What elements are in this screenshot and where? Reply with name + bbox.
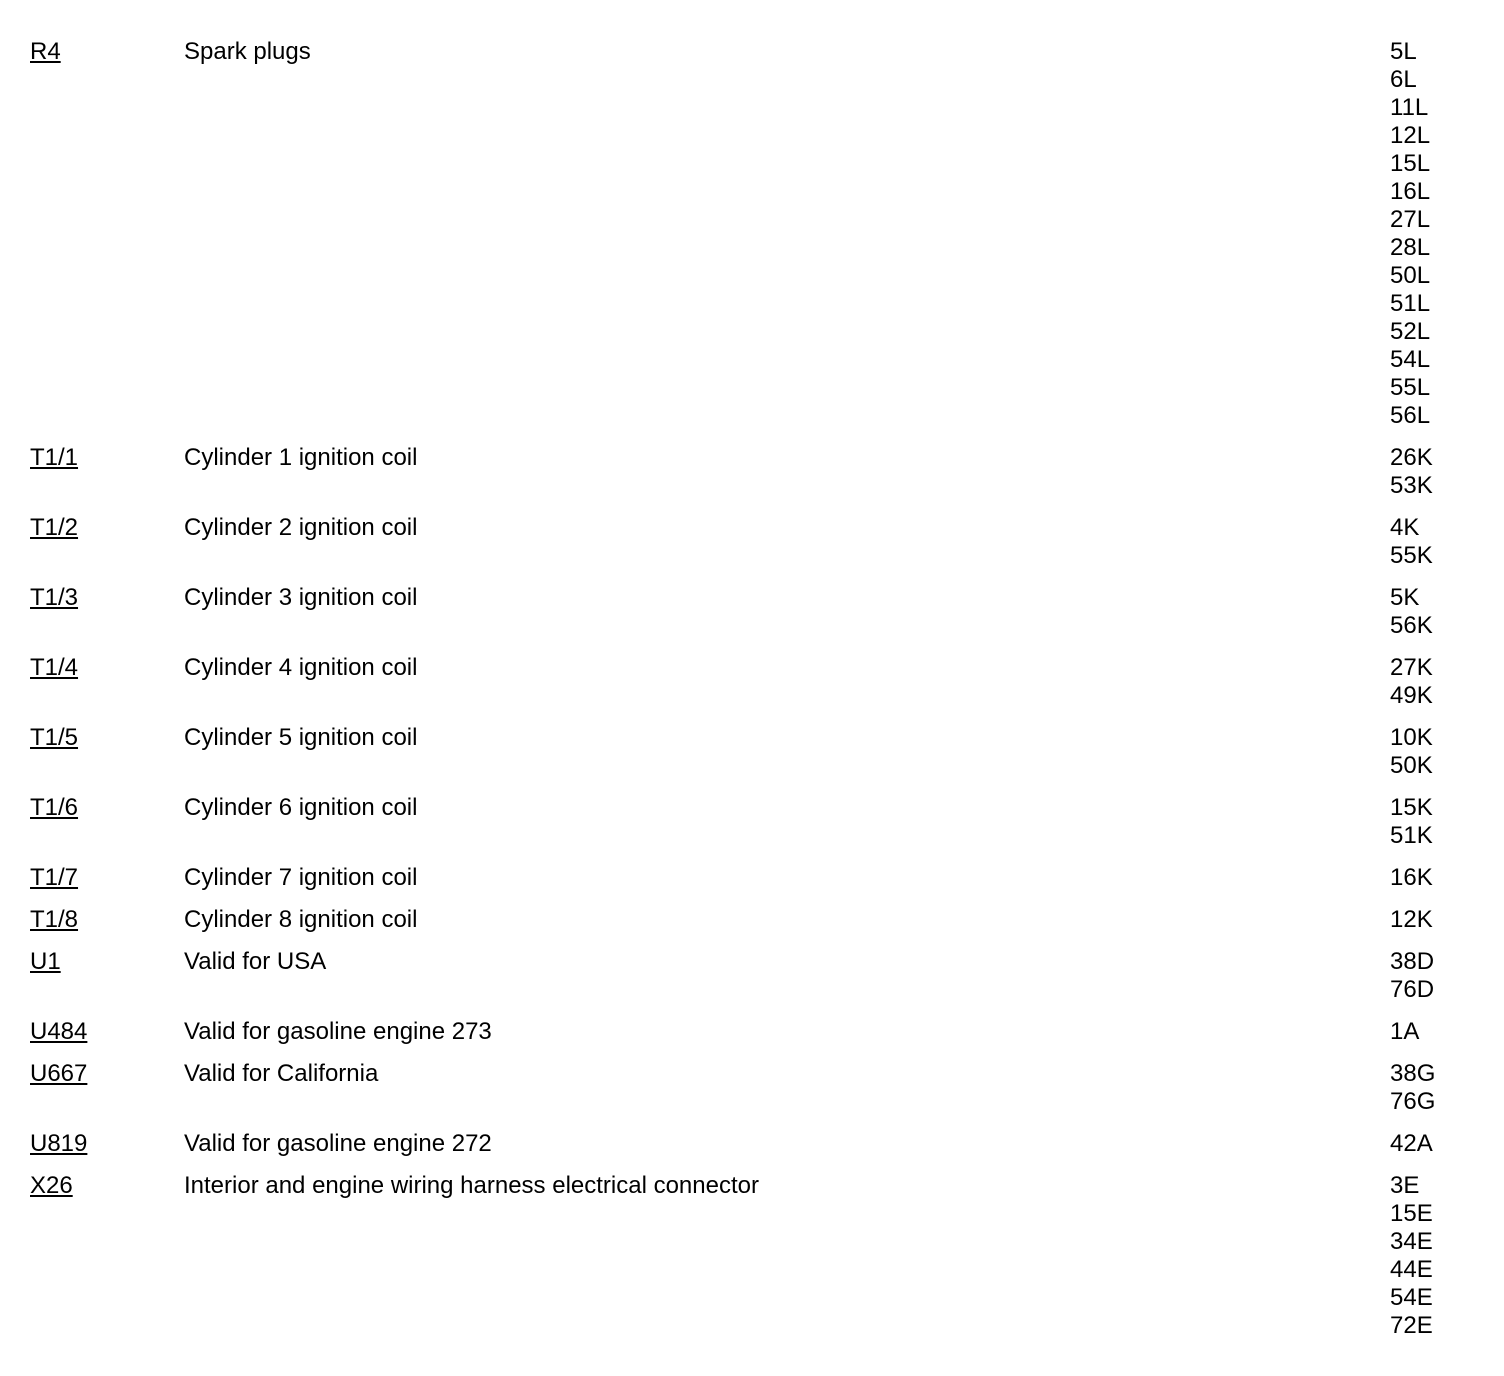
legend-row <box>30 654 1470 710</box>
grid-coordinates <box>1390 514 1470 570</box>
grid-coordinates <box>1390 1172 1470 1340</box>
component-code-link[interactable]: U1 <box>30 948 61 975</box>
component-legend <box>30 38 1470 1354</box>
grid-coordinate: 51K <box>1390 822 1433 849</box>
component-code-link[interactable]: T1/7 <box>30 864 79 891</box>
grid-coordinate: 3E <box>1390 1172 1420 1199</box>
legend-row <box>30 1172 1470 1340</box>
component-description: Valid for gasoline engine 273 <box>184 1018 492 1045</box>
grid-coordinate: 76G <box>1390 1088 1436 1115</box>
grid-coordinate: 5L <box>1390 38 1417 65</box>
component-code-link[interactable]: T1/3 <box>30 584 79 611</box>
legend-row <box>30 724 1470 780</box>
legend-row <box>30 864 1470 892</box>
grid-coordinate: 54E <box>1390 1284 1433 1311</box>
grid-coordinate: 54L <box>1390 346 1431 373</box>
component-code-link[interactable]: U484 <box>30 1018 88 1045</box>
grid-coordinates <box>1390 1130 1470 1158</box>
grid-coordinate: 15K <box>1390 794 1433 821</box>
grid-coordinates <box>1390 906 1470 934</box>
legend-row <box>30 948 1470 1004</box>
component-code-link[interactable]: U819 <box>30 1130 88 1157</box>
component-description: Valid for California <box>184 1060 379 1087</box>
grid-coordinate: 15E <box>1390 1200 1433 1227</box>
grid-coordinate: 26K <box>1390 444 1433 471</box>
component-description: Cylinder 1 ignition coil <box>184 444 418 471</box>
grid-coordinate: 1A <box>1390 1018 1420 1045</box>
component-description: Cylinder 2 ignition coil <box>184 514 418 541</box>
component-description: Valid for USA <box>184 948 327 975</box>
grid-coordinate: 15L <box>1390 150 1431 177</box>
grid-coordinate: 76D <box>1390 976 1435 1003</box>
component-description: Cylinder 7 ignition coil <box>184 864 418 891</box>
component-code-link[interactable]: T1/6 <box>30 794 79 821</box>
grid-coordinate: 6L <box>1390 66 1417 93</box>
grid-coordinate: 38D <box>1390 948 1435 975</box>
grid-coordinate: 56L <box>1390 402 1431 429</box>
grid-coordinate: 55L <box>1390 374 1431 401</box>
grid-coordinate: 4K <box>1390 514 1420 541</box>
grid-coordinates <box>1390 1060 1470 1116</box>
grid-coordinate: 12K <box>1390 906 1433 933</box>
grid-coordinates <box>1390 724 1470 780</box>
grid-coordinate: 49K <box>1390 682 1433 709</box>
component-code-link[interactable]: T1/4 <box>30 654 79 681</box>
legend-row <box>30 1018 1470 1046</box>
grid-coordinates <box>1390 948 1470 1004</box>
grid-coordinate: 72E <box>1390 1312 1433 1339</box>
grid-coordinates <box>1390 654 1470 710</box>
component-code-link[interactable]: U667 <box>30 1060 88 1087</box>
grid-coordinate: 55K <box>1390 542 1433 569</box>
component-description: Cylinder 8 ignition coil <box>184 906 418 933</box>
legend-row <box>30 794 1470 850</box>
legend-row <box>30 444 1470 500</box>
grid-coordinate: 51L <box>1390 290 1431 317</box>
component-description: Cylinder 3 ignition coil <box>184 584 418 611</box>
grid-coordinate: 16K <box>1390 864 1433 891</box>
component-code-link[interactable]: T1/8 <box>30 906 79 933</box>
component-description: Cylinder 4 ignition coil <box>184 654 418 681</box>
component-description: Cylinder 6 ignition coil <box>184 794 418 821</box>
grid-coordinate: 52L <box>1390 318 1431 345</box>
legend-row <box>30 906 1470 934</box>
grid-coordinate: 56K <box>1390 612 1433 639</box>
grid-coordinates <box>1390 444 1470 500</box>
component-code-link[interactable]: T1/5 <box>30 724 79 751</box>
legend-row <box>30 514 1470 570</box>
grid-coordinate: 27L <box>1390 206 1431 233</box>
component-description: Cylinder 5 ignition coil <box>184 724 418 751</box>
grid-coordinate: 50L <box>1390 262 1431 289</box>
grid-coordinate: 5K <box>1390 584 1420 611</box>
grid-coordinates <box>1390 584 1470 640</box>
grid-coordinate: 11L <box>1390 94 1429 121</box>
grid-coordinate: 50K <box>1390 752 1433 779</box>
grid-coordinate: 28L <box>1390 234 1431 261</box>
component-code-link[interactable]: R4 <box>30 38 61 65</box>
component-description: Interior and engine wiring harness electrical connector <box>184 1172 759 1199</box>
grid-coordinate: 53K <box>1390 472 1433 499</box>
component-code-link[interactable]: T1/2 <box>30 514 79 541</box>
grid-coordinate: 34E <box>1390 1228 1433 1255</box>
grid-coordinate: 38G <box>1390 1060 1436 1087</box>
grid-coordinate: 16L <box>1390 178 1431 205</box>
component-code-link[interactable]: X26 <box>30 1172 73 1199</box>
legend-row <box>30 38 1470 430</box>
grid-coordinates <box>1390 864 1470 892</box>
grid-coordinate: 42A <box>1390 1130 1433 1157</box>
grid-coordinate: 10K <box>1390 724 1433 751</box>
grid-coordinates <box>1390 38 1470 430</box>
grid-coordinate: 44E <box>1390 1256 1433 1283</box>
component-description: Valid for gasoline engine 272 <box>184 1130 492 1157</box>
legend-row <box>30 584 1470 640</box>
grid-coordinates <box>1390 794 1470 850</box>
grid-coordinate: 27K <box>1390 654 1433 681</box>
legend-row <box>30 1060 1470 1116</box>
grid-coordinate: 12L <box>1390 122 1431 149</box>
legend-row <box>30 1130 1470 1158</box>
grid-coordinates <box>1390 1018 1470 1046</box>
component-code-link[interactable]: T1/1 <box>30 444 79 471</box>
component-description: Spark plugs <box>184 38 311 65</box>
